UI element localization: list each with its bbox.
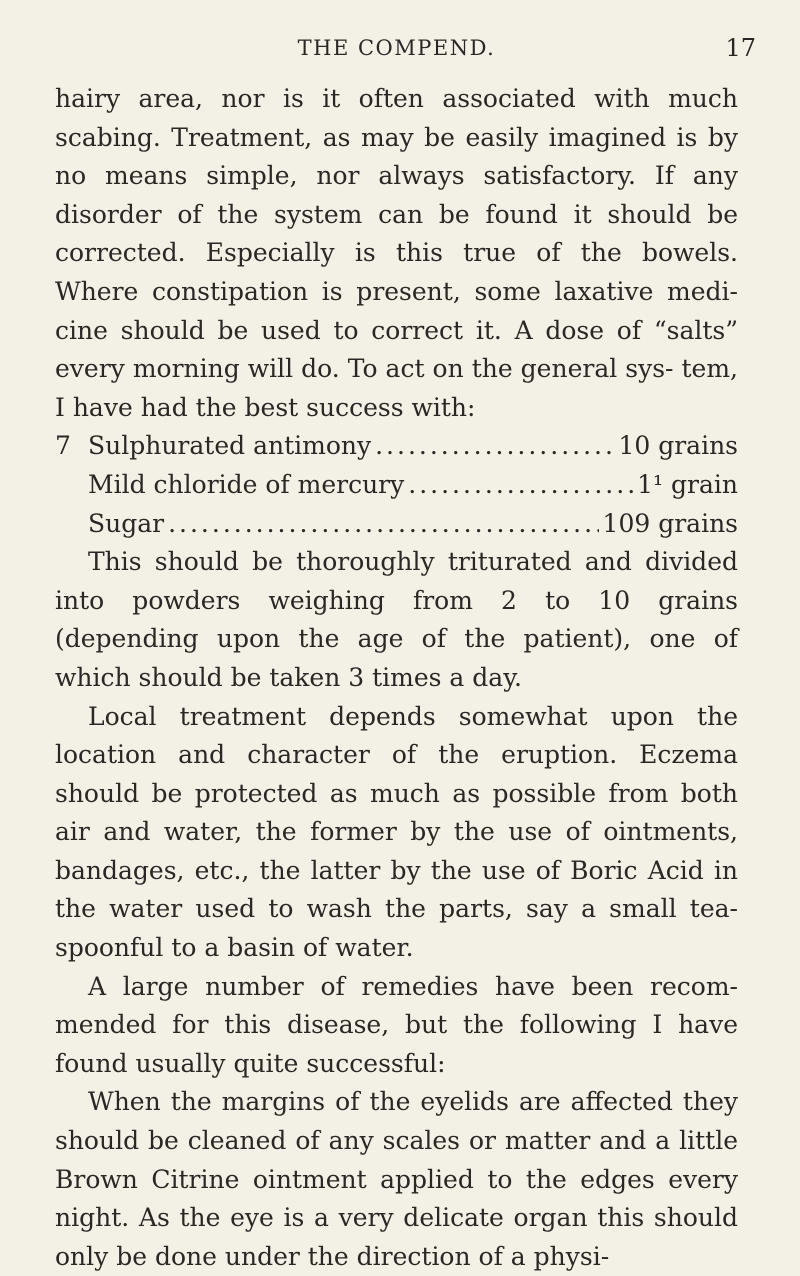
prescription-number: 7 <box>55 431 71 461</box>
ingredient-amount: 109 grains <box>602 508 738 538</box>
paragraph-5: When the margins of the eyelids are affected they should be cleaned of any scales or matter and a little Brown Citrine ointment applied to the edges every night. As the eye is a very delicate organ this should only be done under the direction of a physi- <box>55 1087 738 1271</box>
ingredient-name: Sulphurated antimony <box>88 431 372 461</box>
ingredient-amount: 10 grains <box>618 431 738 461</box>
prescription-line <box>55 505 738 544</box>
paragraph-3: Local treatment depends somewhat upon the location and character of the eruption. Eczema should be protected as much as possible from both air and water, the former by the use of ointments, bandages, etc., the latter by the use of Boric Acid in the water used to wash the parts, say a small tea- spoonful to a basin of water. <box>55 701 738 963</box>
body-text <box>55 80 738 1276</box>
prescription-line <box>55 427 738 466</box>
dot-leader <box>168 505 598 544</box>
paragraph-1: hairy area, nor is it often associated with much scabing. Treatment, as may be easily imagined is by no means simple, nor always satisfactory. If any disorder of the system can be found it should be corrected. Especially is this true of the bowels. Where constipation is present, some laxative medi- cine should be used to correct it. A dose of “salts” every morning will do. To act on the general sys- tem, I have had the best success with: <box>55 84 738 422</box>
dot-leader <box>408 466 633 505</box>
page-number: 17 <box>725 34 756 62</box>
dot-leader <box>375 427 614 466</box>
paragraph-4: A large number of remedies have been recom- mended for this disease, but the following I have found usually quite successful: <box>55 971 738 1078</box>
ingredient-name: Mild chloride of mercury <box>88 469 405 499</box>
ingredient-name: Sugar <box>88 508 165 538</box>
ingredient-amount: 1¹ grain <box>637 469 738 499</box>
prescription <box>55 427 738 543</box>
running-head-title: THE COMPEND. <box>297 36 496 60</box>
running-head <box>55 28 756 80</box>
paragraph-2: This should be thoroughly triturated and divided into powders weighing from 2 to 10 grains (depending upon the age of the patient), one of which should be taken 3 times a day. <box>55 547 738 692</box>
prescription-line <box>55 466 738 505</box>
